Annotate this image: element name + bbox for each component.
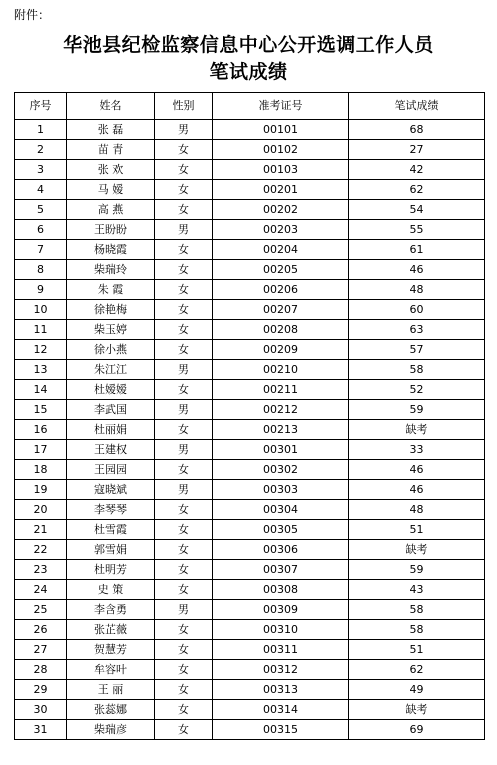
cell-index: 10 bbox=[15, 300, 67, 320]
cell-gender: 女 bbox=[155, 140, 213, 160]
cell-name: 王建权 bbox=[67, 440, 155, 460]
cell-score: 46 bbox=[349, 480, 485, 500]
cell-gender: 男 bbox=[155, 440, 213, 460]
table-row bbox=[15, 340, 485, 360]
cell-name: 史 策 bbox=[67, 580, 155, 600]
cell-score: 58 bbox=[349, 600, 485, 620]
cell-name: 张 欢 bbox=[67, 160, 155, 180]
cell-name: 杨晓霞 bbox=[67, 240, 155, 260]
cell-index: 3 bbox=[15, 160, 67, 180]
document-subtitle: 笔试成绩 bbox=[209, 61, 288, 83]
document-title: 华池县纪检监察信息中心公开选调工作人员 bbox=[63, 34, 434, 56]
cell-index: 26 bbox=[15, 620, 67, 640]
cell-index: 27 bbox=[15, 640, 67, 660]
table-row bbox=[15, 240, 485, 260]
cell-index: 2 bbox=[15, 140, 67, 160]
cell-index: 24 bbox=[15, 580, 67, 600]
table-row bbox=[15, 640, 485, 660]
cell-gender: 女 bbox=[155, 160, 213, 180]
table-row bbox=[15, 380, 485, 400]
cell-score: 33 bbox=[349, 440, 485, 460]
cell-index: 28 bbox=[15, 660, 67, 680]
cell-exam-number: 00103 bbox=[213, 160, 349, 180]
cell-score: 69 bbox=[349, 720, 485, 740]
cell-name: 杜明芳 bbox=[67, 560, 155, 580]
cell-exam-number: 00313 bbox=[213, 680, 349, 700]
cell-exam-number: 00305 bbox=[213, 520, 349, 540]
table-row bbox=[15, 280, 485, 300]
cell-gender: 女 bbox=[155, 540, 213, 560]
cell-score: 57 bbox=[349, 340, 485, 360]
cell-name: 张芷薇 bbox=[67, 620, 155, 640]
cell-index: 6 bbox=[15, 220, 67, 240]
cell-exam-number: 00209 bbox=[213, 340, 349, 360]
table-row bbox=[15, 580, 485, 600]
cell-index: 25 bbox=[15, 600, 67, 620]
table-row bbox=[15, 360, 485, 380]
table-row bbox=[15, 560, 485, 580]
table-row bbox=[15, 500, 485, 520]
cell-score: 59 bbox=[349, 400, 485, 420]
cell-gender: 女 bbox=[155, 700, 213, 720]
table-row bbox=[15, 460, 485, 480]
header-score: 笔试成绩 bbox=[349, 93, 485, 120]
cell-exam-number: 00201 bbox=[213, 180, 349, 200]
cell-score: 43 bbox=[349, 580, 485, 600]
table-row bbox=[15, 140, 485, 160]
cell-name: 郭雪娟 bbox=[67, 540, 155, 560]
cell-exam-number: 00310 bbox=[213, 620, 349, 640]
cell-gender: 女 bbox=[155, 620, 213, 640]
cell-name: 朱江江 bbox=[67, 360, 155, 380]
cell-index: 22 bbox=[15, 540, 67, 560]
cell-gender: 女 bbox=[155, 500, 213, 520]
cell-index: 20 bbox=[15, 500, 67, 520]
table-row bbox=[15, 420, 485, 440]
cell-exam-number: 00102 bbox=[213, 140, 349, 160]
cell-name: 朱 霞 bbox=[67, 280, 155, 300]
cell-score: 61 bbox=[349, 240, 485, 260]
cell-index: 16 bbox=[15, 420, 67, 440]
table-row bbox=[15, 400, 485, 420]
cell-exam-number: 00203 bbox=[213, 220, 349, 240]
cell-exam-number: 00304 bbox=[213, 500, 349, 520]
table-row bbox=[15, 660, 485, 680]
cell-score: 27 bbox=[349, 140, 485, 160]
cell-score: 46 bbox=[349, 260, 485, 280]
cell-name: 柴瑞玲 bbox=[67, 260, 155, 280]
table-row bbox=[15, 600, 485, 620]
cell-exam-number: 00204 bbox=[213, 240, 349, 260]
table-row bbox=[15, 300, 485, 320]
cell-name: 马 嫒 bbox=[67, 180, 155, 200]
cell-name: 牟容叶 bbox=[67, 660, 155, 680]
score-table bbox=[14, 92, 485, 740]
cell-exam-number: 00309 bbox=[213, 600, 349, 620]
cell-score: 49 bbox=[349, 680, 485, 700]
cell-gender: 女 bbox=[155, 520, 213, 540]
cell-gender: 女 bbox=[155, 580, 213, 600]
cell-name: 王盼盼 bbox=[67, 220, 155, 240]
table-row bbox=[15, 720, 485, 740]
table-row bbox=[15, 440, 485, 460]
cell-gender: 女 bbox=[155, 640, 213, 660]
cell-exam-number: 00307 bbox=[213, 560, 349, 580]
cell-score: 54 bbox=[349, 200, 485, 220]
cell-index: 4 bbox=[15, 180, 67, 200]
cell-score: 55 bbox=[349, 220, 485, 240]
table-row bbox=[15, 180, 485, 200]
table-row bbox=[15, 120, 485, 140]
cell-exam-number: 00208 bbox=[213, 320, 349, 340]
cell-exam-number: 00205 bbox=[213, 260, 349, 280]
cell-score: 62 bbox=[349, 180, 485, 200]
cell-score: 缺考 bbox=[349, 540, 485, 560]
cell-index: 19 bbox=[15, 480, 67, 500]
cell-name: 柴玉婷 bbox=[67, 320, 155, 340]
cell-name: 张蕊娜 bbox=[67, 700, 155, 720]
table-row bbox=[15, 200, 485, 220]
cell-name: 杜丽娟 bbox=[67, 420, 155, 440]
cell-name: 李含勇 bbox=[67, 600, 155, 620]
cell-index: 15 bbox=[15, 400, 67, 420]
cell-gender: 女 bbox=[155, 260, 213, 280]
table-header-row bbox=[15, 93, 485, 120]
cell-name: 李武国 bbox=[67, 400, 155, 420]
cell-name: 寇晓斌 bbox=[67, 480, 155, 500]
cell-gender: 女 bbox=[155, 560, 213, 580]
cell-index: 9 bbox=[15, 280, 67, 300]
table-row bbox=[15, 620, 485, 640]
cell-exam-number: 00202 bbox=[213, 200, 349, 220]
cell-exam-number: 00315 bbox=[213, 720, 349, 740]
cell-gender: 男 bbox=[155, 360, 213, 380]
cell-exam-number: 00301 bbox=[213, 440, 349, 460]
cell-index: 13 bbox=[15, 360, 67, 380]
table-row bbox=[15, 700, 485, 720]
table-row bbox=[15, 160, 485, 180]
table-row bbox=[15, 540, 485, 560]
cell-score: 51 bbox=[349, 640, 485, 660]
cell-exam-number: 00306 bbox=[213, 540, 349, 560]
cell-index: 21 bbox=[15, 520, 67, 540]
cell-name: 高 燕 bbox=[67, 200, 155, 220]
table-row bbox=[15, 480, 485, 500]
cell-score: 52 bbox=[349, 380, 485, 400]
cell-name: 张 磊 bbox=[67, 120, 155, 140]
cell-name: 王园园 bbox=[67, 460, 155, 480]
cell-score: 48 bbox=[349, 500, 485, 520]
cell-score: 46 bbox=[349, 460, 485, 480]
cell-score: 51 bbox=[349, 520, 485, 540]
cell-index: 1 bbox=[15, 120, 67, 140]
cell-exam-number: 00210 bbox=[213, 360, 349, 380]
cell-score: 62 bbox=[349, 660, 485, 680]
cell-score: 缺考 bbox=[349, 420, 485, 440]
cell-index: 5 bbox=[15, 200, 67, 220]
cell-name: 苗 青 bbox=[67, 140, 155, 160]
cell-exam-number: 00303 bbox=[213, 480, 349, 500]
cell-gender: 男 bbox=[155, 220, 213, 240]
cell-gender: 女 bbox=[155, 200, 213, 220]
cell-exam-number: 00206 bbox=[213, 280, 349, 300]
table-row bbox=[15, 260, 485, 280]
cell-gender: 男 bbox=[155, 480, 213, 500]
cell-exam-number: 00314 bbox=[213, 700, 349, 720]
table-row bbox=[15, 520, 485, 540]
cell-exam-number: 00212 bbox=[213, 400, 349, 420]
cell-gender: 女 bbox=[155, 240, 213, 260]
cell-gender: 女 bbox=[155, 280, 213, 300]
cell-name: 柴瑞彦 bbox=[67, 720, 155, 740]
cell-index: 12 bbox=[15, 340, 67, 360]
cell-score: 60 bbox=[349, 300, 485, 320]
cell-index: 7 bbox=[15, 240, 67, 260]
attachment-label: 附件： bbox=[14, 8, 51, 22]
cell-index: 8 bbox=[15, 260, 67, 280]
cell-index: 11 bbox=[15, 320, 67, 340]
cell-gender: 女 bbox=[155, 380, 213, 400]
cell-gender: 女 bbox=[155, 680, 213, 700]
cell-gender: 女 bbox=[155, 720, 213, 740]
cell-gender: 女 bbox=[155, 460, 213, 480]
cell-index: 14 bbox=[15, 380, 67, 400]
cell-gender: 男 bbox=[155, 120, 213, 140]
cell-gender: 男 bbox=[155, 400, 213, 420]
cell-score: 59 bbox=[349, 560, 485, 580]
cell-gender: 女 bbox=[155, 340, 213, 360]
table-row bbox=[15, 320, 485, 340]
cell-name: 徐小燕 bbox=[67, 340, 155, 360]
cell-gender: 女 bbox=[155, 420, 213, 440]
cell-exam-number: 00308 bbox=[213, 580, 349, 600]
cell-exam-number: 00312 bbox=[213, 660, 349, 680]
cell-exam-number: 00211 bbox=[213, 380, 349, 400]
cell-index: 23 bbox=[15, 560, 67, 580]
table-row bbox=[15, 220, 485, 240]
cell-exam-number: 00213 bbox=[213, 420, 349, 440]
cell-name: 杜嫒嫒 bbox=[67, 380, 155, 400]
cell-gender: 女 bbox=[155, 660, 213, 680]
cell-exam-number: 00207 bbox=[213, 300, 349, 320]
cell-exam-number: 00101 bbox=[213, 120, 349, 140]
cell-gender: 女 bbox=[155, 300, 213, 320]
cell-index: 18 bbox=[15, 460, 67, 480]
cell-exam-number: 00302 bbox=[213, 460, 349, 480]
table-row bbox=[15, 680, 485, 700]
cell-score: 缺考 bbox=[349, 700, 485, 720]
cell-index: 29 bbox=[15, 680, 67, 700]
cell-name: 徐艳梅 bbox=[67, 300, 155, 320]
cell-score: 63 bbox=[349, 320, 485, 340]
cell-exam-number: 00311 bbox=[213, 640, 349, 660]
header-index: 序号 bbox=[15, 93, 67, 120]
cell-index: 17 bbox=[15, 440, 67, 460]
cell-gender: 女 bbox=[155, 180, 213, 200]
cell-score: 42 bbox=[349, 160, 485, 180]
cell-index: 30 bbox=[15, 700, 67, 720]
cell-score: 48 bbox=[349, 280, 485, 300]
header-exam-number: 准考证号 bbox=[213, 93, 349, 120]
cell-score: 68 bbox=[349, 120, 485, 140]
cell-name: 王 丽 bbox=[67, 680, 155, 700]
cell-name: 贺慧芳 bbox=[67, 640, 155, 660]
cell-score: 58 bbox=[349, 620, 485, 640]
header-name: 姓名 bbox=[67, 93, 155, 120]
cell-gender: 女 bbox=[155, 320, 213, 340]
cell-score: 58 bbox=[349, 360, 485, 380]
cell-name: 杜雪霞 bbox=[67, 520, 155, 540]
header-gender: 性别 bbox=[155, 93, 213, 120]
cell-name: 李琴琴 bbox=[67, 500, 155, 520]
cell-gender: 男 bbox=[155, 600, 213, 620]
cell-index: 31 bbox=[15, 720, 67, 740]
